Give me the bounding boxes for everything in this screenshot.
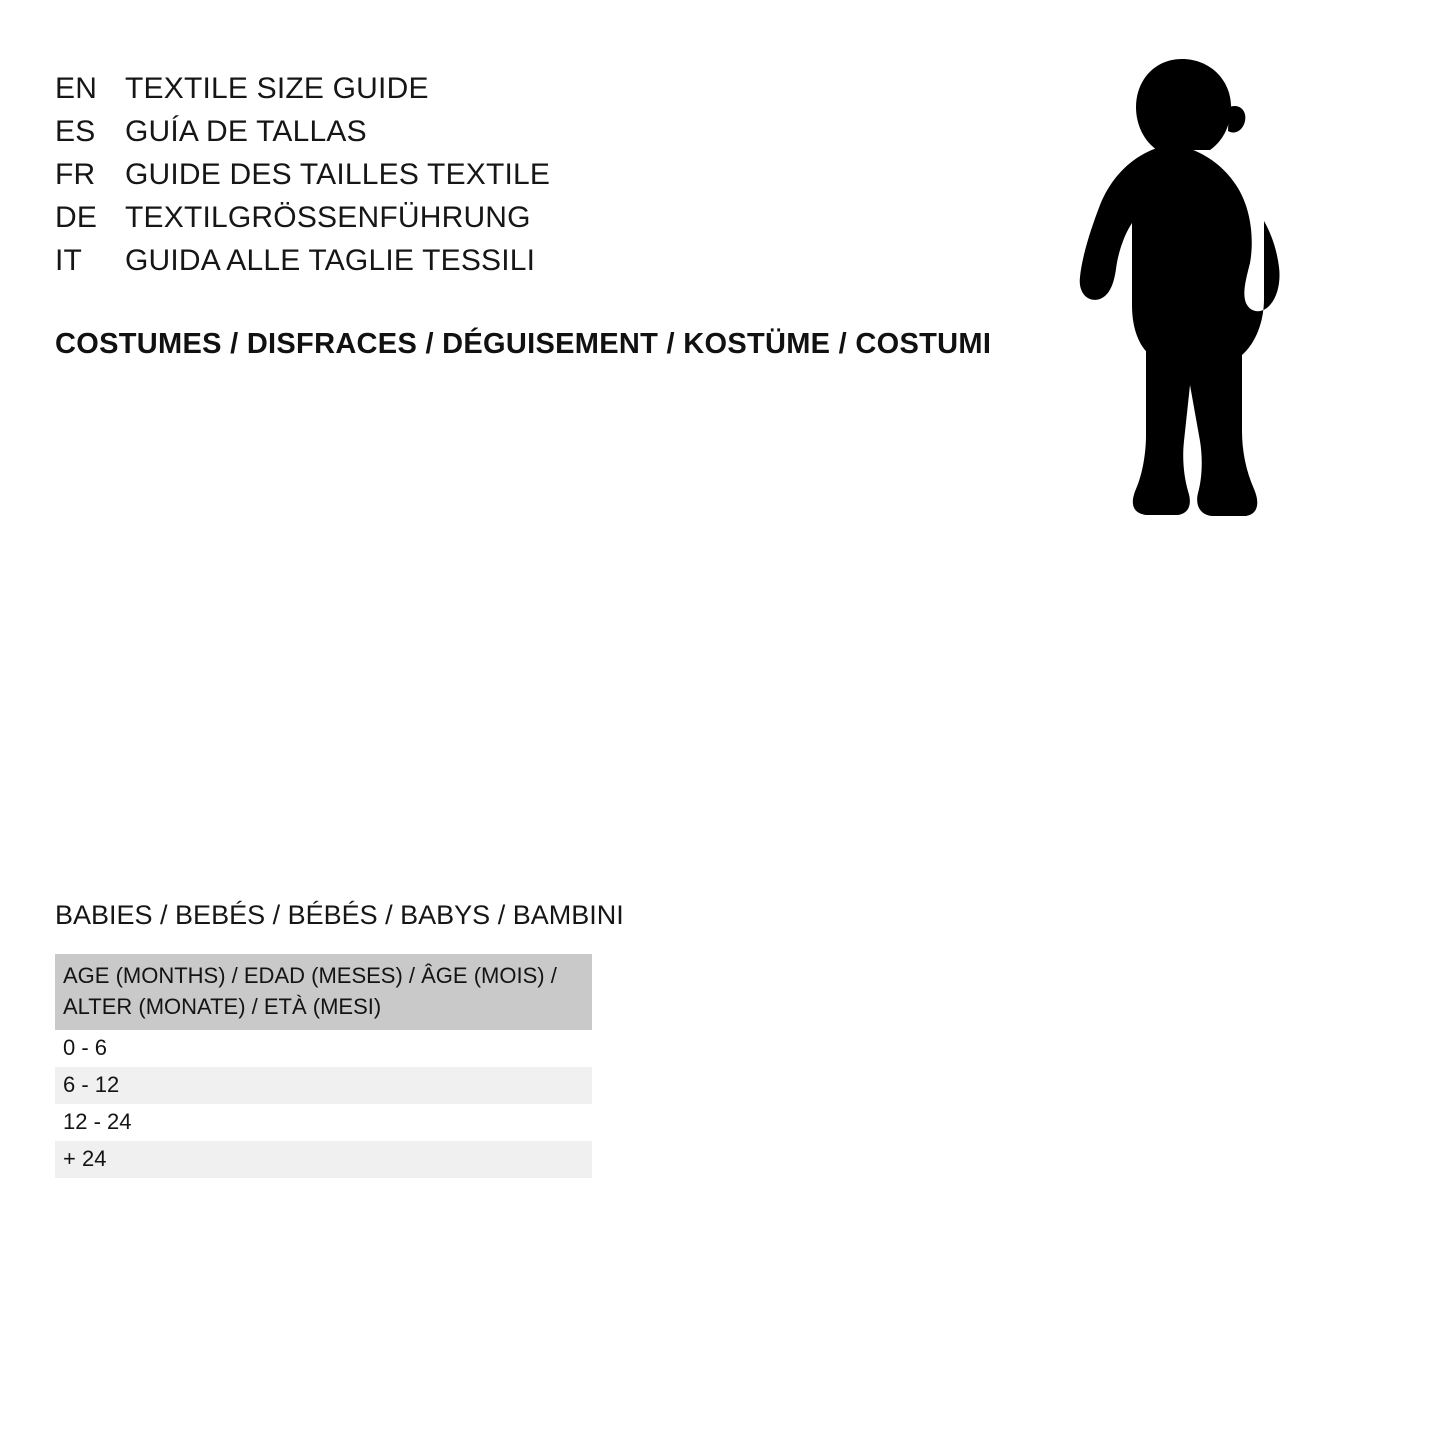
language-text-de: TEXTILGRÖSSENFÜHRUNG [125,201,531,234]
table-row [55,1030,592,1067]
table-row [55,1104,592,1141]
language-code-en: EN [55,72,98,105]
language-row-en [55,72,550,115]
baby-silhouette-icon [1060,55,1310,525]
language-text-it: GUIDA ALLE TAGLIE TESSILI [125,244,536,277]
table-cell-age: 12 - 24 [55,1104,592,1141]
category-heading: COSTUMES / DISFRACES / DÉGUISEMENT / KOSTÜME / COSTUMI [55,328,992,360]
language-code-de: DE [55,201,98,234]
table-row [55,1141,592,1178]
language-text-en: TEXTILE SIZE GUIDE [125,72,429,105]
language-list [55,72,550,287]
language-text-es: GUÍA DE TALLAS [125,115,367,148]
language-text-fr: GUIDE DES TAILLES TEXTILE [125,158,551,191]
size-table-section [55,900,624,1178]
language-code-fr: FR [55,158,96,191]
size-table [55,954,592,1178]
table-cell-age: 0 - 6 [55,1030,592,1067]
language-code-it: IT [55,244,83,277]
table-cell-age: 6 - 12 [55,1067,592,1104]
language-row-de [55,201,550,244]
table-row [55,1067,592,1104]
language-row-fr [55,158,550,201]
table-header-age: AGE (MONTHS) / EDAD (MESES) / ÂGE (MOIS) / ALTER (MONATE) / ETÀ (MESI) [55,954,592,1030]
language-row-it [55,244,550,287]
table-cell-age: + 24 [55,1141,592,1178]
table-header-row [55,954,592,1030]
size-table-title: BABIES / BEBÉS / BÉBÉS / BABYS / BAMBINI [55,900,624,930]
language-row-es [55,115,550,158]
language-code-es: ES [55,115,96,148]
